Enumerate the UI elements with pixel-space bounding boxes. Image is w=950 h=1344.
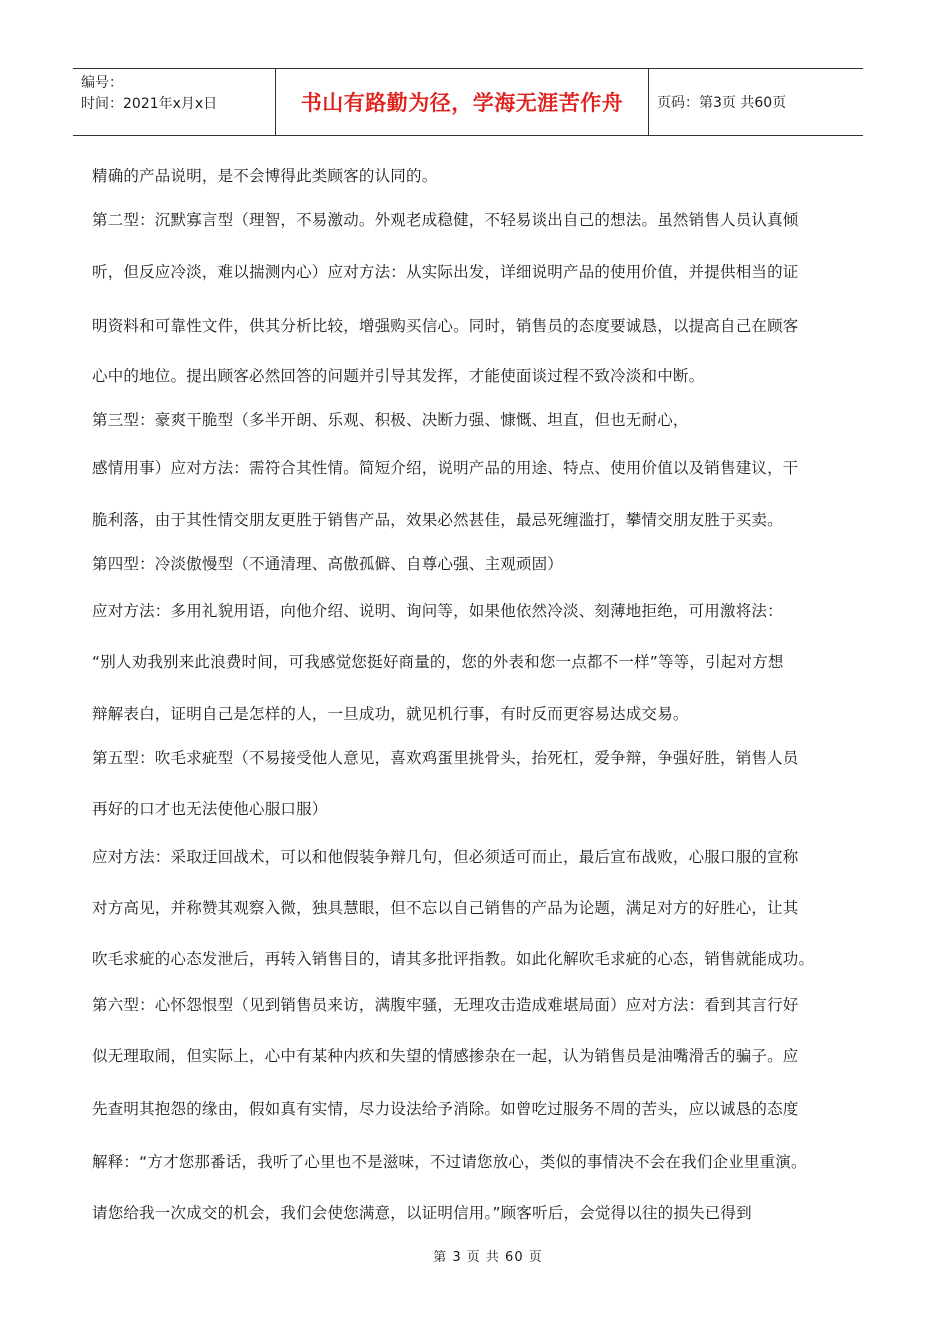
body-line: 听，但反应冷淡，难以揣测内心）应对方法：从实际出发，详细说明产品的使用价值，并提供相当的证 bbox=[92, 263, 799, 281]
body-line: 精确的产品说明，是不会博得此类顾客的认同的。 bbox=[92, 167, 438, 185]
body-line: 第三型：豪爽干脆型（多半开朗、乐观、积极、决断力强、慷慨、坦直，但也无耐心， bbox=[92, 411, 689, 429]
body-line: 脆利落，由于其性情交朋友更胜于销售产品，效果必然甚佳，最忌死缠滥打，攀情交朋友胜于买卖。 bbox=[92, 511, 783, 529]
body-line: 第四型：冷淡傲慢型（不通清理、高傲孤僻、自尊心强、主观顽固） bbox=[92, 555, 564, 573]
body-line: 再好的口才也无法使他心服口服） bbox=[92, 800, 328, 818]
page-header bbox=[73, 68, 863, 136]
body-line: 第二型：沉默寡言型（理智，不易激动。外观老成稳健，不轻易谈出自己的想法。虽然销售人员认真倾 bbox=[92, 211, 799, 229]
body-line: “别人劝我别来此浪费时间，可我感觉您挺好商量的，您的外表和您一点都不一样”等等，引起对方想 bbox=[92, 653, 784, 671]
header-meta bbox=[73, 69, 275, 135]
body-line: 心中的地位。提出顾客必然回答的问题并引导其发挥，才能使面谈过程不致冷淡和中断。 bbox=[92, 367, 705, 385]
body-line: 吹毛求疵的心态发泄后，再转入销售目的，请其多批评指教。如此化解吹毛求疵的心态，销售就能成功。 bbox=[92, 950, 815, 968]
body-line: 第六型：心怀怨恨型（见到销售员来访，满腹牢骚，无理攻击造成难堪局面）应对方法：看到其言行好 bbox=[92, 996, 799, 1014]
page-footer: 第 3 页 共 60 页 bbox=[433, 1250, 543, 1265]
body-line: 对方高见，并称赞其观察入微，独具慧眼，但不忘以自己销售的产品为论题，满足对方的好胜心，让其 bbox=[92, 899, 799, 917]
body-line: 解释：“方才您那番话，我听了心里也不是滋味，不过请您放心，类似的事情决不会在我们企业里重演。 bbox=[92, 1153, 807, 1171]
document-date-label: 时间：2021年x月x日 bbox=[81, 96, 218, 112]
body-line: 先查明其抱怨的缘由，假如真有实情，尽力设法给予消除。如曾吃过服务不周的苦头，应以诚恳的态度 bbox=[92, 1100, 799, 1118]
body-line: 请您给我一次成交的机会，我们会使您满意，以证明信用。”顾客听后，会觉得以往的损失已得到 bbox=[92, 1204, 752, 1222]
body-line: 应对方法：采取迂回战术，可以和他假装争辩几句，但必须适可而止，最后宣布战败，心服口服的宣称 bbox=[92, 848, 799, 866]
document-number-label: 编号： bbox=[81, 75, 123, 91]
header-motto: 书山有路勤为径，学海无涯苦作舟 bbox=[275, 69, 649, 135]
header-page-number: 页码：第3页 共60页 bbox=[657, 95, 787, 111]
body-line: 辩解表白，证明自己是怎样的人，一旦成功，就见机行事，有时反而更容易达成交易。 bbox=[92, 705, 689, 723]
body-line: 明资料和可靠性文件，供其分析比较，增强购买信心。同时，销售员的态度要诚恳，以提高自己在顾客 bbox=[92, 317, 799, 335]
body-line: 第五型：吹毛求疵型（不易接受他人意见，喜欢鸡蛋里挑骨头，抬死杠，爱争辩，争强好胜，销售人员 bbox=[92, 749, 799, 767]
body-line: 感情用事）应对方法：需符合其性情。简短介绍，说明产品的用途、特点、使用价值以及销售建议，干 bbox=[92, 459, 799, 477]
body-line: 似无理取闹，但实际上，心中有某种内疚和失望的情感掺杂在一起，认为销售员是油嘴滑舌的骗子。应 bbox=[92, 1047, 799, 1065]
body-line: 应对方法：多用礼貌用语，向他介绍、说明、询问等，如果他依然冷淡、刻薄地拒绝，可用激将法： bbox=[92, 602, 783, 620]
